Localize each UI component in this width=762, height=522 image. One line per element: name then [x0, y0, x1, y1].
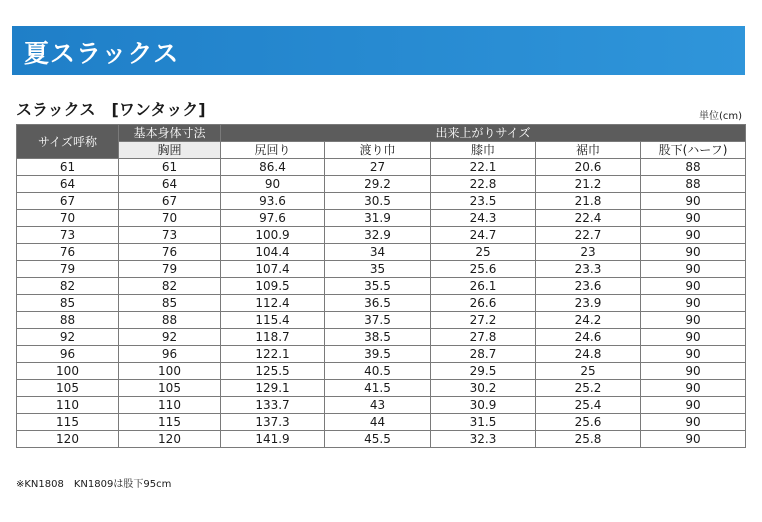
value-cell: 23 — [536, 244, 641, 261]
value-cell: 104.4 — [221, 244, 325, 261]
value-cell: 90 — [641, 431, 746, 448]
value-cell: 21.8 — [536, 193, 641, 210]
value-cell: 90 — [641, 329, 746, 346]
value-cell: 24.7 — [431, 227, 536, 244]
value-cell: 30.9 — [431, 397, 536, 414]
value-cell: 24.6 — [536, 329, 641, 346]
value-cell: 129.1 — [221, 380, 325, 397]
value-cell: 86.4 — [221, 159, 325, 176]
value-cell: 133.7 — [221, 397, 325, 414]
value-cell: 90 — [641, 363, 746, 380]
value-cell: 90 — [641, 346, 746, 363]
size-cell: 115 — [17, 414, 119, 431]
value-cell: 20.6 — [536, 159, 641, 176]
value-cell: 100 — [119, 363, 221, 380]
value-cell: 25.8 — [536, 431, 641, 448]
value-cell: 22.1 — [431, 159, 536, 176]
value-cell: 25.2 — [536, 380, 641, 397]
value-cell: 92 — [119, 329, 221, 346]
value-cell: 90 — [641, 312, 746, 329]
table-row — [17, 363, 746, 380]
table-body — [17, 159, 746, 448]
table-row — [17, 397, 746, 414]
value-cell: 23.3 — [536, 261, 641, 278]
value-cell: 37.5 — [325, 312, 431, 329]
value-cell: 25.6 — [431, 261, 536, 278]
value-cell: 109.5 — [221, 278, 325, 295]
value-cell: 22.8 — [431, 176, 536, 193]
value-cell: 112.4 — [221, 295, 325, 312]
column-header: 膝巾 — [431, 142, 536, 159]
size-cell: 73 — [17, 227, 119, 244]
value-cell: 64 — [119, 176, 221, 193]
value-cell: 30.5 — [325, 193, 431, 210]
value-cell: 24.3 — [431, 210, 536, 227]
value-cell: 107.4 — [221, 261, 325, 278]
value-cell: 21.2 — [536, 176, 641, 193]
value-cell: 88 — [119, 312, 221, 329]
value-cell: 22.4 — [536, 210, 641, 227]
size-cell: 92 — [17, 329, 119, 346]
value-cell: 79 — [119, 261, 221, 278]
value-cell: 90 — [641, 193, 746, 210]
size-cell: 110 — [17, 397, 119, 414]
value-cell: 35 — [325, 261, 431, 278]
finished-size-header: 出来上がりサイズ — [221, 125, 746, 142]
column-header: 股下(ハーフ) — [641, 142, 746, 159]
value-cell: 120 — [119, 431, 221, 448]
value-cell: 90 — [641, 380, 746, 397]
value-cell: 90 — [641, 295, 746, 312]
value-cell: 26.1 — [431, 278, 536, 295]
value-cell: 24.8 — [536, 346, 641, 363]
value-cell: 141.9 — [221, 431, 325, 448]
value-cell: 24.2 — [536, 312, 641, 329]
value-cell: 22.7 — [536, 227, 641, 244]
value-cell: 90 — [641, 397, 746, 414]
size-cell: 64 — [17, 176, 119, 193]
table-row — [17, 414, 746, 431]
value-cell: 29.5 — [431, 363, 536, 380]
value-cell: 25.6 — [536, 414, 641, 431]
value-cell: 76 — [119, 244, 221, 261]
value-cell: 88 — [641, 159, 746, 176]
size-cell: 120 — [17, 431, 119, 448]
table-row — [17, 329, 746, 346]
table-row — [17, 159, 746, 176]
size-cell: 100 — [17, 363, 119, 380]
value-cell: 30.2 — [431, 380, 536, 397]
value-cell: 28.7 — [431, 346, 536, 363]
value-cell: 93.6 — [221, 193, 325, 210]
value-cell: 90 — [221, 176, 325, 193]
value-cell: 118.7 — [221, 329, 325, 346]
table-row — [17, 312, 746, 329]
value-cell: 43 — [325, 397, 431, 414]
value-cell: 90 — [641, 244, 746, 261]
size-cell: 70 — [17, 210, 119, 227]
value-cell: 115.4 — [221, 312, 325, 329]
value-cell: 38.5 — [325, 329, 431, 346]
size-cell: 105 — [17, 380, 119, 397]
size-name-header: サイズ呼称 — [17, 125, 119, 159]
value-cell: 23.9 — [536, 295, 641, 312]
value-cell: 90 — [641, 227, 746, 244]
value-cell: 90 — [641, 210, 746, 227]
value-cell: 34 — [325, 244, 431, 261]
value-cell: 31.9 — [325, 210, 431, 227]
value-cell: 122.1 — [221, 346, 325, 363]
value-cell: 67 — [119, 193, 221, 210]
value-cell: 45.5 — [325, 431, 431, 448]
value-cell: 44 — [325, 414, 431, 431]
table-row — [17, 244, 746, 261]
table-row — [17, 227, 746, 244]
value-cell: 26.6 — [431, 295, 536, 312]
table-row — [17, 295, 746, 312]
column-header: 尻回り — [221, 142, 325, 159]
value-cell: 25 — [431, 244, 536, 261]
size-cell: 61 — [17, 159, 119, 176]
value-cell: 41.5 — [325, 380, 431, 397]
value-cell: 88 — [641, 176, 746, 193]
body-measure-header: 基本身体寸法 — [119, 125, 221, 142]
size-table — [16, 124, 746, 448]
table-row — [17, 176, 746, 193]
value-cell: 73 — [119, 227, 221, 244]
size-cell: 88 — [17, 312, 119, 329]
column-header: 裾巾 — [536, 142, 641, 159]
footnote: ※KN1808 KN1809は股下95cm — [16, 479, 172, 490]
size-cell: 76 — [17, 244, 119, 261]
value-cell: 105 — [119, 380, 221, 397]
value-cell: 70 — [119, 210, 221, 227]
size-cell: 82 — [17, 278, 119, 295]
page-title: 夏スラックス — [24, 39, 180, 68]
value-cell: 23.5 — [431, 193, 536, 210]
value-cell: 97.6 — [221, 210, 325, 227]
value-cell: 27.8 — [431, 329, 536, 346]
table-row — [17, 380, 746, 397]
value-cell: 115 — [119, 414, 221, 431]
column-header: 渡り巾 — [325, 142, 431, 159]
value-cell: 36.5 — [325, 295, 431, 312]
value-cell: 27.2 — [431, 312, 536, 329]
value-cell: 100.9 — [221, 227, 325, 244]
column-header: 胸囲 — [119, 142, 221, 159]
size-cell: 96 — [17, 346, 119, 363]
value-cell: 61 — [119, 159, 221, 176]
value-cell: 125.5 — [221, 363, 325, 380]
title-banner — [12, 26, 745, 75]
value-cell: 96 — [119, 346, 221, 363]
value-cell: 90 — [641, 261, 746, 278]
table-row — [17, 261, 746, 278]
value-cell: 23.6 — [536, 278, 641, 295]
size-cell: 85 — [17, 295, 119, 312]
value-cell: 25 — [536, 363, 641, 380]
table-row — [17, 210, 746, 227]
value-cell: 27 — [325, 159, 431, 176]
value-cell: 90 — [641, 278, 746, 295]
size-cell: 79 — [17, 261, 119, 278]
value-cell: 31.5 — [431, 414, 536, 431]
table-row — [17, 346, 746, 363]
unit-label: 単位(cm) — [698, 111, 742, 122]
value-cell: 29.2 — [325, 176, 431, 193]
table-row — [17, 278, 746, 295]
value-cell: 82 — [119, 278, 221, 295]
table-row — [17, 193, 746, 210]
value-cell: 137.3 — [221, 414, 325, 431]
table-row — [17, 431, 746, 448]
value-cell: 32.3 — [431, 431, 536, 448]
value-cell: 32.9 — [325, 227, 431, 244]
value-cell: 110 — [119, 397, 221, 414]
value-cell: 40.5 — [325, 363, 431, 380]
section-subtitle: スラックス [ワンタック] — [16, 100, 206, 119]
value-cell: 85 — [119, 295, 221, 312]
value-cell: 39.5 — [325, 346, 431, 363]
value-cell: 35.5 — [325, 278, 431, 295]
value-cell: 25.4 — [536, 397, 641, 414]
value-cell: 90 — [641, 414, 746, 431]
size-cell: 67 — [17, 193, 119, 210]
